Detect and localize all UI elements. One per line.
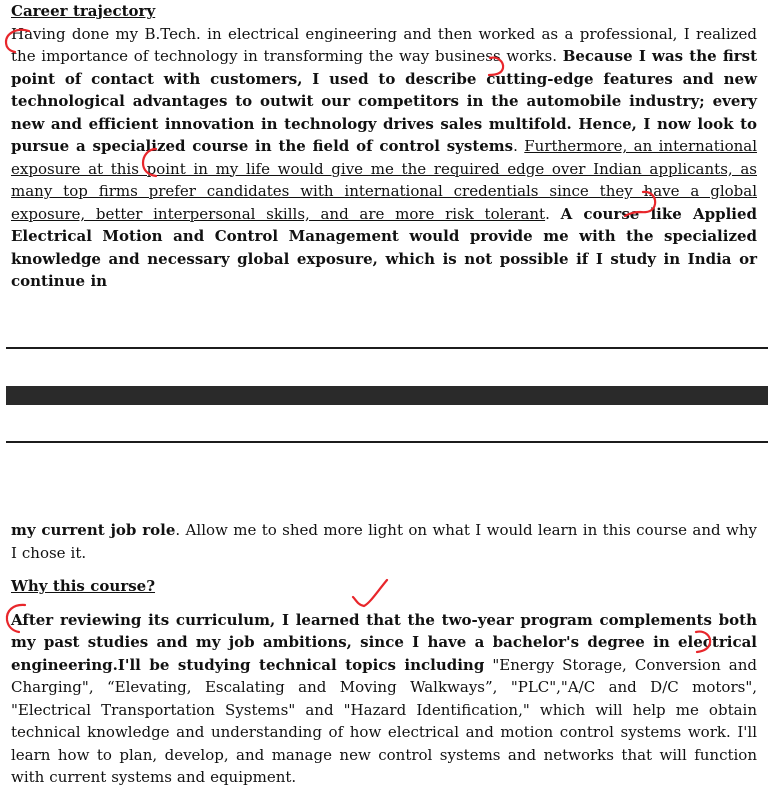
career-paragraph xyxy=(11,23,757,293)
curriculum-paragraph xyxy=(11,609,757,789)
why-course-section xyxy=(11,519,757,789)
page-break-band xyxy=(6,386,768,405)
section-heading-why-course: Why this course? xyxy=(11,577,156,595)
continuation-text: . Allow me to shed more light on what I would learn in this course and why I chose it. xyxy=(11,521,757,562)
sentence-btech-background: Having done my B.Tech. in electrical engineering and then worked as a professional, I realized the importance of technology in transforming the way business works. xyxy=(11,24,757,65)
sentence-customer-contact: Because I was the first point of contact with customers, I used to describe cutting-edge features and new technological advantages to outwit our competitors in the automobile industry; every new and efficient innovation in technology drives sales multifold. Hence, I now look to pursue a specialized course in the field of control systems xyxy=(11,47,758,155)
sentence-course-provides: A course like Applied Electrical Motion and Control Management would provide me with the specialized knowledge and necessary global exposure, which is not possible if I study in India or continue in xyxy=(11,204,757,290)
sentence-international-exposure: Furthermore, an international exposure at this point in my life would give me the required edge over Indian applicants, as many top firms prefer candidates with international credentials since they have a global exposure, better interpersonal skills, and are more risk tolerant xyxy=(11,137,758,223)
sentence-curriculum-review: After reviewing its curriculum, I learned that the two-year program complements both my past studies and my job ambitions, since I have a bachelor's degree in electrical engineering. xyxy=(11,610,757,674)
page-break-rule-bottom xyxy=(6,441,768,443)
continuation-paragraph xyxy=(11,519,757,564)
page-break-rule-top xyxy=(6,347,768,349)
sentence-topics-list: "Energy Storage, Conversion and Charging", “Elevating, Escalating and Moving Walkways”, "PLC","A/C and D/C motors", "Electrical Transportation Systems" and "Hazard Identification," which will help me obtain technical knowledge and understanding of how electrical and motion control systems work. I'll learn how to plan, develop, and manage new control systems and networks that will function with current systems and equipment. xyxy=(11,655,757,786)
punctuation-period: . xyxy=(545,204,550,223)
punctuation-period: . xyxy=(513,137,518,155)
continuation-bold: my current job role xyxy=(11,521,176,539)
career-trajectory-section xyxy=(11,0,757,293)
section-heading-career-trajectory: Career trajectory xyxy=(11,2,156,20)
sentence-technical-topics: I'll be studying technical topics including xyxy=(117,655,485,674)
